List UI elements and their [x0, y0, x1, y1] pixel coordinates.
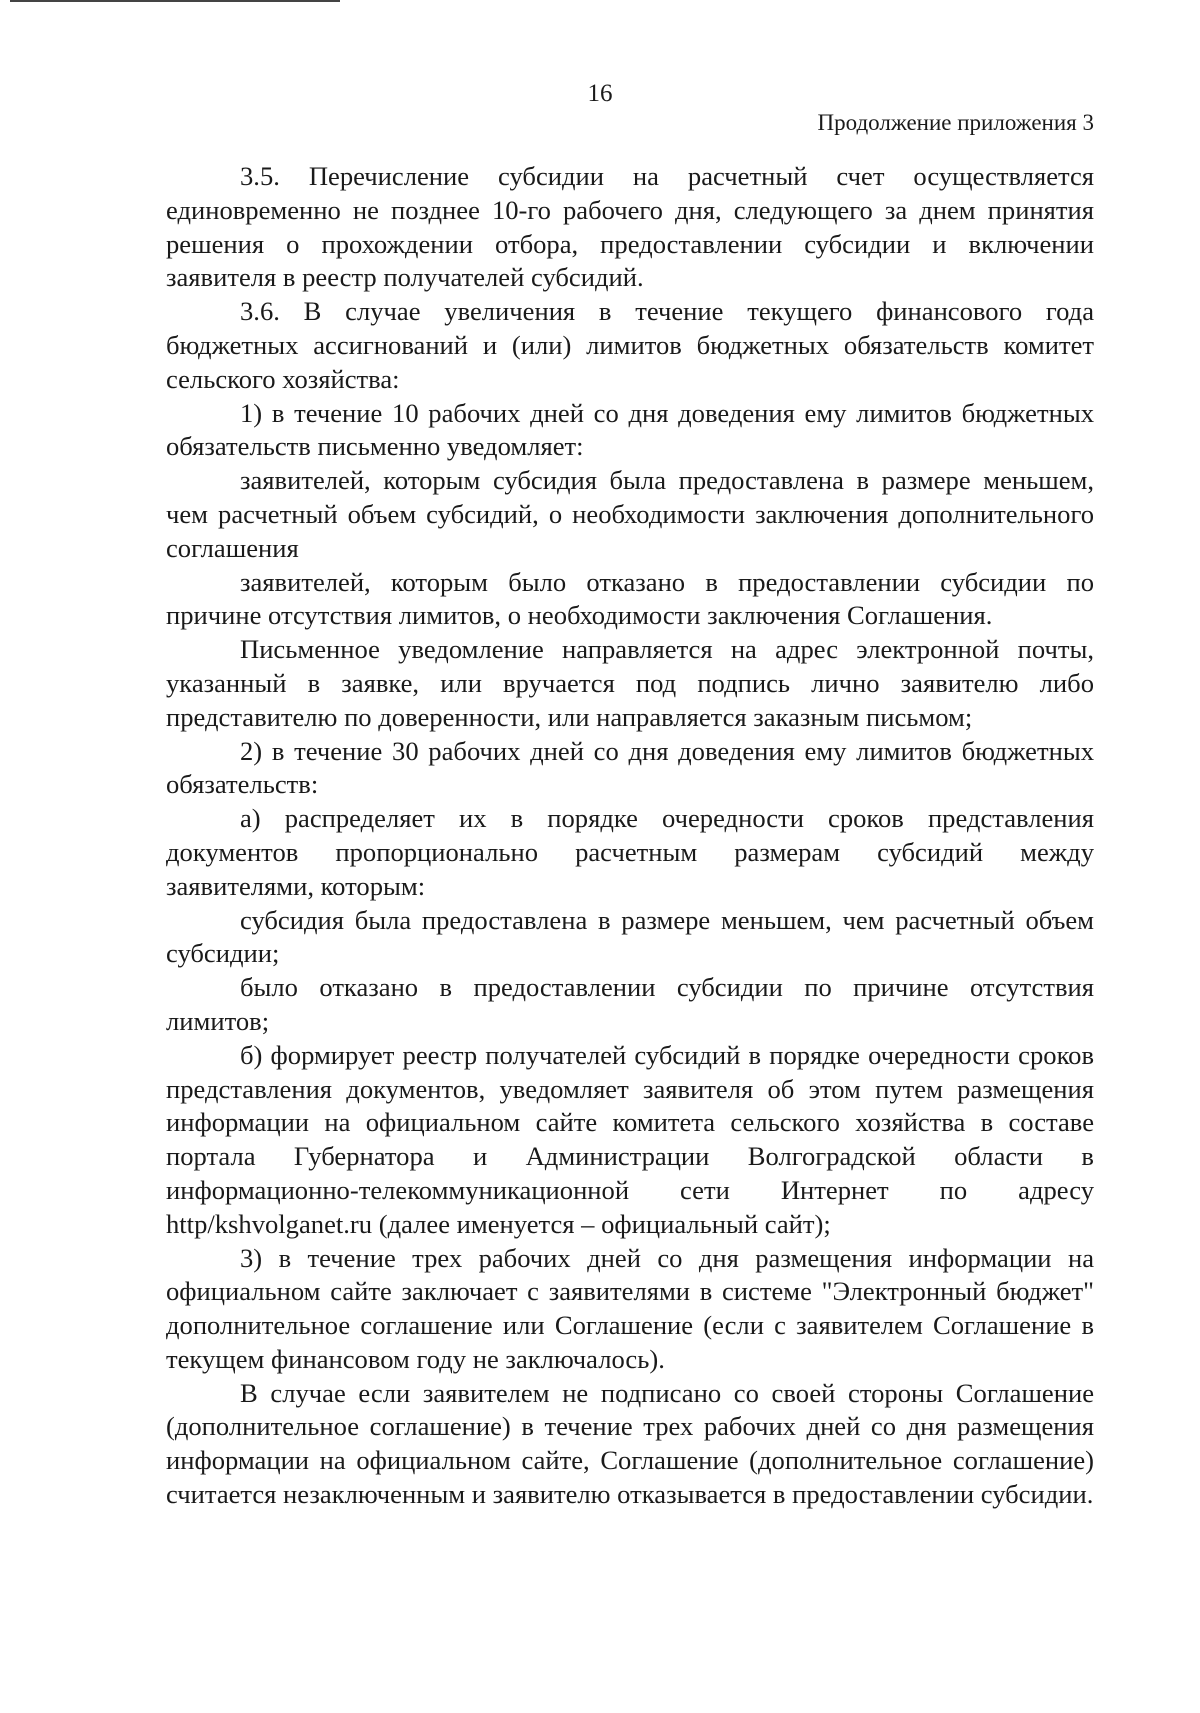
page-number: 16: [587, 80, 613, 107]
document-body: [166, 160, 1094, 1512]
paragraph-written-notice: Письменное уведомление направляется на адрес электронной почты, указанный в заявке, или вручается под подпись лично заявителю либо представителю по доверенности, или направляется заказным письмом;: [166, 634, 1094, 732]
paragraph-item-2a: а) распределяет их в порядке очередности сроков представления документов пропорционально расчетным размерам субсидий между заявителями, которым:: [166, 803, 1094, 901]
paragraph-not-signed: В случае если заявителем не подписано со своей стороны Соглашение (дополнительное соглашение) в течение трех рабочих дней со дня размещения информации на официальном сайте, Соглашение (дополнительное соглашение) считается незаключенным и заявителю отказывается в предоставлении субсидии.: [166, 1377, 1094, 1510]
paragraph-3-5: 3.5. Перечисление субсидии на расчетный счет осуществляется единовременно не позднее 10-го рабочего дня, следующего за днем принятия решения о прохождении отбора, предоставлении субсидии и включении заявителя в реестр получателей субсидий.: [166, 161, 1094, 293]
paragraph-item-1: 1) в течение 10 рабочих дней со дня доведения ему лимитов бюджетных обязательств письменно уведомляет:: [166, 397, 1094, 462]
paragraph-item-2: 2) в течение 30 рабочих дней со дня доведения ему лимитов бюджетных обязательств:: [166, 735, 1094, 800]
scan-edge-line: [10, 0, 340, 2]
appendix-continuation-note: Продолжение приложения 3: [817, 110, 1094, 135]
paragraph-3-6: 3.6. В случае увеличения в течение текущего финансового года бюджетных ассигнований и (или) лимитов бюджетных обязательств комитет сельского хозяйства:: [166, 296, 1094, 394]
paragraph-item-2b: б) формирует реестр получателей субсидий в порядке очередности сроков представления документов, уведомляет заявителя об этом путем размещения информации на официальном сайте комитета сельского хозяйства в составе портала Губернатора и Администрации Волгоградской области в информационно-телекоммуникационной сети Интернет по адресу http/kshvolganet.ru (далее именуется – официальный сайт);: [166, 1039, 1094, 1239]
paragraph-subsidy-refused: было отказано в предоставлении субсидии по причине отсутствия лимитов;: [166, 972, 1094, 1036]
paragraph-item-3: 3) в течение трех рабочих дней со дня размещения информации на официальном сайте заключает с заявителями в системе "Электронный бюджет" дополнительное соглашение или Соглашение (если с заявителем Соглашение в текущем финансовом году не заключалось).: [166, 1242, 1094, 1374]
paragraph-subsidy-reduced: субсидия была предоставлена в размере меньшем, чем расчетный объем субсидии;: [166, 904, 1094, 969]
paragraph-applicants-reduced: заявителей, которым субсидия была предоставлена в размере меньшем, чем расчетный объем субсидий, о необходимости заключения дополнительного соглашения: [166, 465, 1094, 563]
paragraph-applicants-refused: заявителей, которым было отказано в предоставлении субсидии по причине отсутствия лимитов, о необходимости заключения Соглашения.: [166, 566, 1094, 631]
